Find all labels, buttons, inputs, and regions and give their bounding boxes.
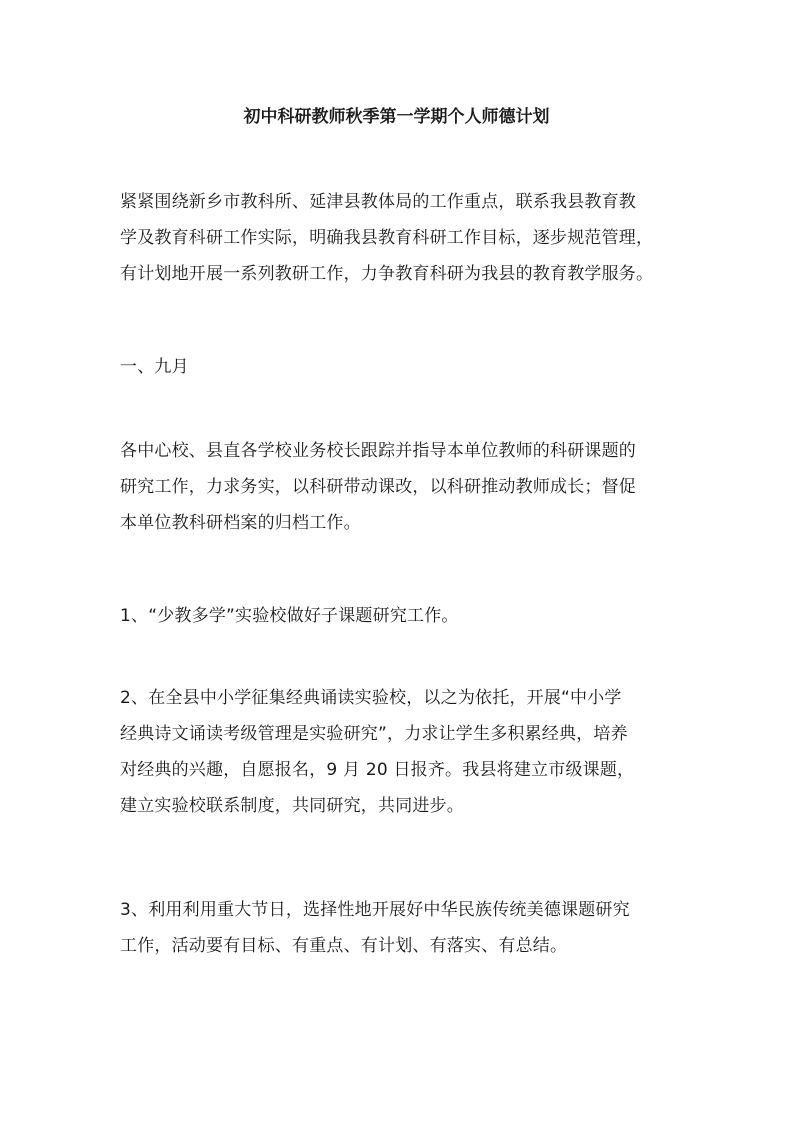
- item-3-paragraph: [120, 892, 680, 964]
- section-heading: [120, 349, 680, 385]
- section-body-line: 研究工作，力求务实，以科研带动课改，以科研推动教师成长；督促: [120, 477, 636, 497]
- intro-line: 有计划地开展一系列教研工作，力争教育科研为我县的教育教学服务。: [120, 264, 654, 284]
- section-body-line: 各中心校、县直各学校业务校长跟踪并指导本单位教师的科研课题的: [120, 441, 636, 461]
- item-3-line: 3、利用利用重大节日，选择性地开展好中华民族传统美德课题研究: [120, 900, 630, 920]
- item-2-paragraph: [120, 680, 680, 824]
- intro-line: 紧紧围绕新乡市教科所、延津县教体局的工作重点，联系我县教育教: [120, 192, 636, 212]
- item-2-line: 2、在全县中小学征集经典诵读实验校，以之为依托，开展“中小学: [120, 688, 622, 708]
- intro-paragraph: [120, 184, 680, 292]
- item-1-line: 1、“少教多学”实验校做好子课题研究工作。: [120, 606, 459, 626]
- item-2-line: 对经典的兴趣，自愿报名，9 月 20 日报齐。我县将建立市级课题，: [120, 760, 635, 780]
- item-2-line: 经典诗文诵读考级管理是实验研究”，力求让学生多积累经典，培养: [120, 724, 628, 744]
- item-1-paragraph: [120, 598, 680, 634]
- section-body-line: 本单位教科研档案的归档工作。: [120, 513, 361, 533]
- section-body-paragraph: [120, 433, 680, 541]
- section-heading-text: 一、九月: [120, 357, 189, 377]
- intro-line: 学及教育科研工作实际，明确我县教育科研工作目标，逐步规范管理，: [120, 228, 654, 248]
- item-3-line: 工作，活动要有目标、有重点、有计划、有落实、有总结。: [120, 936, 568, 956]
- item-2-line: 建立实验校联系制度，共同研究，共同进步。: [120, 796, 464, 816]
- document-title: 初中科研教师秋季第一学期个人师德计划: [243, 107, 550, 127]
